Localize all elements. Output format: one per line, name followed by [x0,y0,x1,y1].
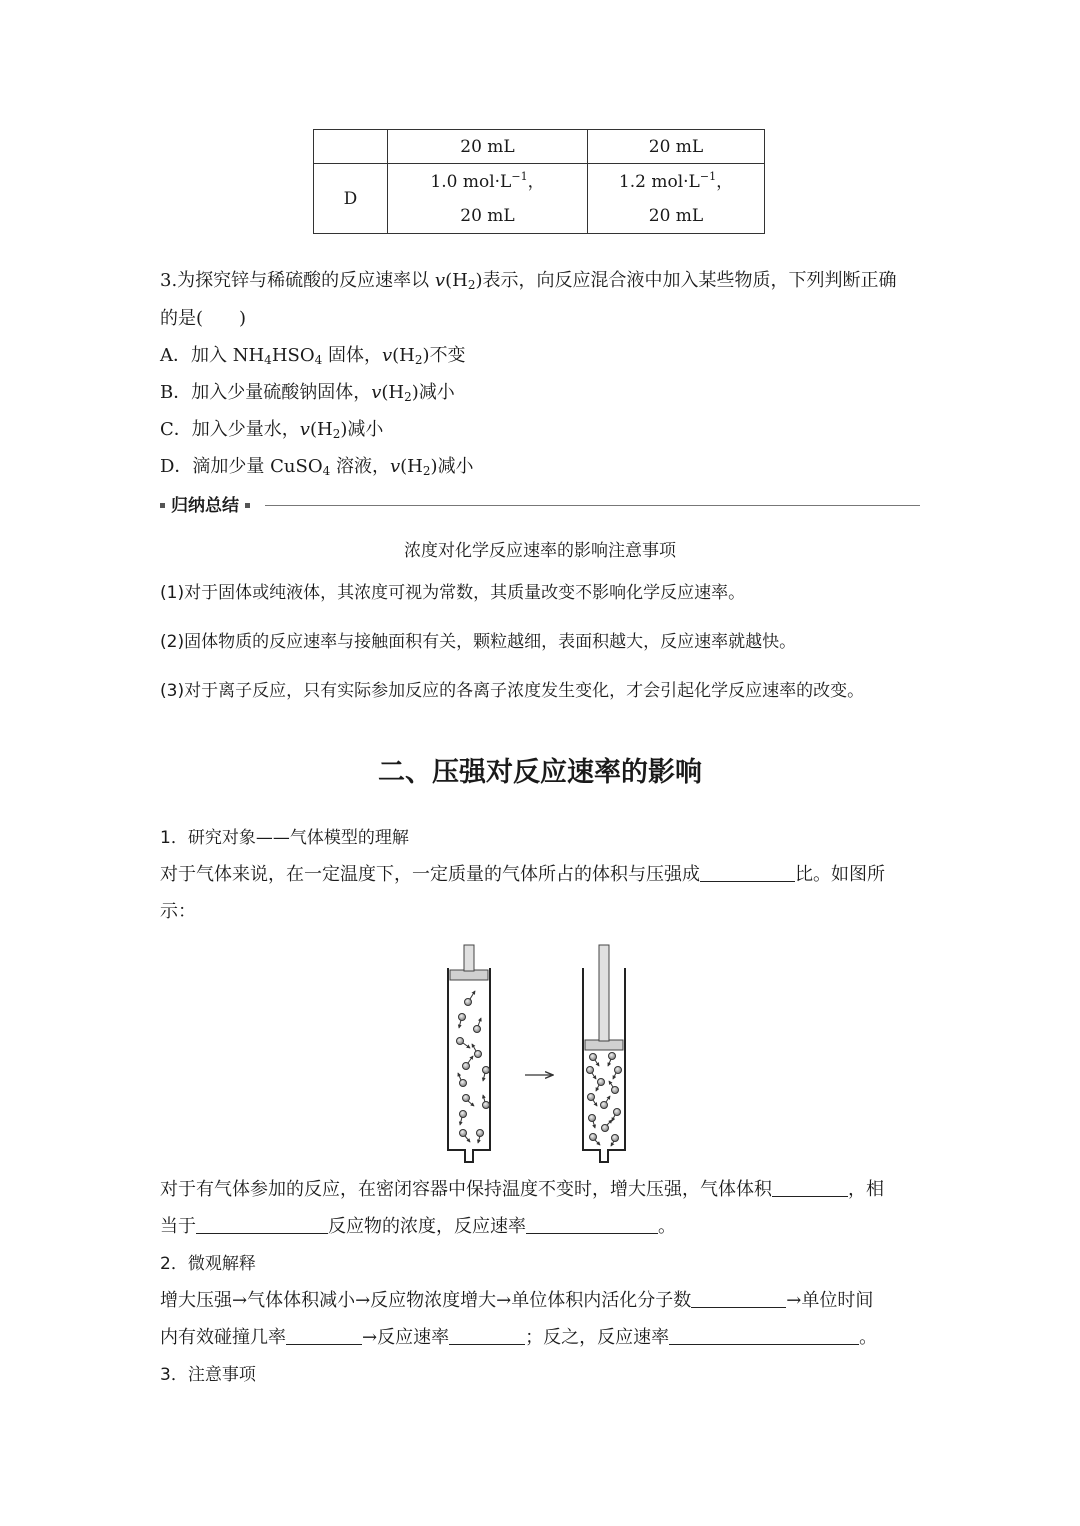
summary-point-1: (1)对于固体或纯液体，其浓度可视为常数，其质量改变不影响化学反应速率。 [160,583,746,603]
table-cell: 20 mL [588,130,765,164]
section-heading: 二、压强对反应速率的影响 [378,757,702,788]
micro-explanation: 增大压强→气体体积减小→反应物浓度增大→单位体积内活化分子数 →单位时间 [160,1290,874,1311]
summary-title: 浓度对化学反应速率的影响注意事项 [404,541,676,561]
item-1-text-cont: 示： [160,901,196,922]
table-row-label: D [314,164,388,234]
gas-compression-diagram [430,940,650,1165]
item-2-title: 2．微观解释 [160,1254,256,1274]
item-3-title: 3．注意事项 [160,1365,256,1385]
option-a: A．加入 $NH_4HSO_4$ 固体，$v(H_2)$不变 [160,345,466,367]
divider [265,505,920,506]
fill-blank[interactable] [526,1215,658,1234]
fill-blank[interactable] [772,1178,848,1197]
syringe-after [583,945,625,1162]
pressure-paragraph: 对于有气体参加的反应，在密闭容器中保持温度不变时，增大压强，气体体积 ，相 [160,1179,884,1200]
question-3-stem-cont: 的是( ) [160,308,247,329]
table-cell: 20 mL [388,130,588,164]
square-bullet-icon [160,503,165,508]
option-d: D．滴加少量 CuSO$_4$ 溶液，$v(H_2)$减小 [160,456,474,478]
pressure-paragraph-cont: 当于 反应物的浓度，反应速率 。 [160,1216,676,1237]
fill-blank[interactable] [449,1326,525,1345]
table-cell-empty [314,130,388,164]
square-bullet-icon [245,503,250,508]
fill-blank[interactable] [196,1215,328,1234]
fill-blank[interactable] [669,1326,859,1345]
syringe-before [448,945,490,1162]
item-1-text: 对于气体来说，在一定温度下，一定质量的气体所占的体积与压强成 比。如图所 [160,864,885,885]
summary-header: 归纳总结 [160,494,920,518]
summary-point-2: (2)固体物质的反应速率与接触面积有关，颗粒越细，表面积越大，反应速率就越快。 [160,632,797,652]
item-1-title: 1．研究对象——气体模型的理解 [160,828,409,848]
fill-blank[interactable] [286,1326,362,1345]
table-cell: 1.2 $mol\cdot L^{-1}$， 20 mL [588,164,765,234]
summary-point-3: (3)对于离子反应，只有实际参加反应的各离子浓度发生变化，才会引起化学反应速率的改变。 [160,681,865,701]
fill-blank[interactable] [691,1289,786,1308]
question-3-stem: 3.为探究锌与稀硫酸的反应速率以 $v(H_2)$表示，向反应混合液中加入某些物质，下列判断正确 [160,270,897,292]
option-c: C．加入少量水，$v(H_2)$减小 [160,419,384,441]
conditions-table [313,129,765,234]
fill-blank[interactable] [700,863,795,882]
option-b: B．加入少量硫酸钠固体，$v(H_2)$减小 [160,382,455,404]
table-cell: 1.0 $mol\cdot L^{-1}$， 20 mL [388,164,588,234]
micro-explanation-cont: 内有效碰撞几率 →反应速率 ；反之，反应速率 。 [160,1327,878,1348]
